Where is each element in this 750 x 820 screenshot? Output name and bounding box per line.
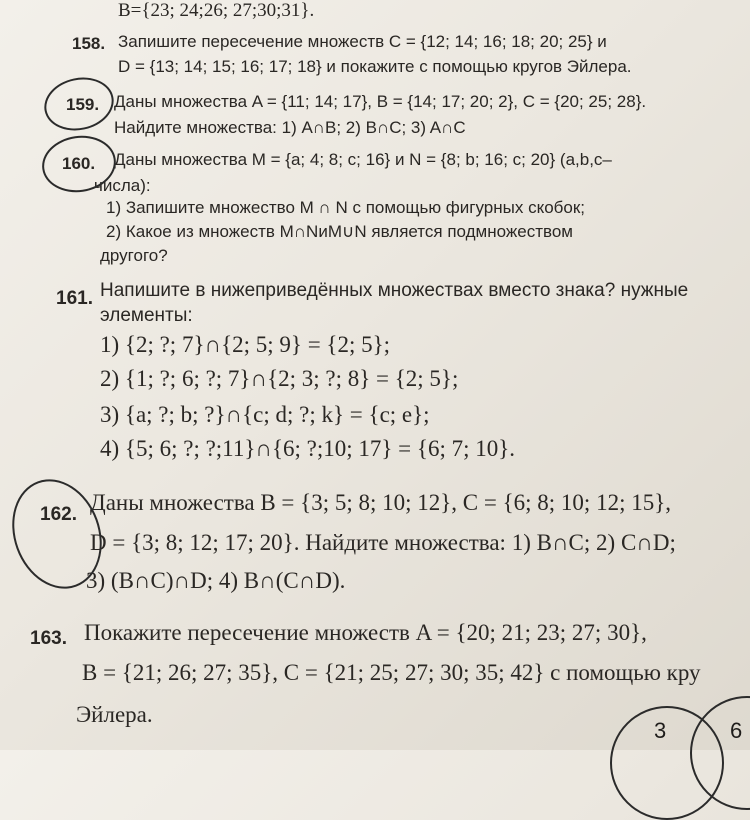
euler-number-label: 6 <box>730 718 743 743</box>
problem-number: 162. <box>40 504 77 525</box>
problem-text: Покажите пересечение множеств A = {20; 21; 23; 27; 30}, <box>84 620 647 645</box>
problem-text: 2) Какое из множеств M∩NиM∪N является подмножеством <box>106 222 573 241</box>
exercise-line: 2) {1; ?; 6; ?; 7}∩{2; 3; ?; 8} = {2; 5}; <box>100 366 459 391</box>
problem-text: Даны множества B = {3; 5; 8; 10; 12}, C = {6; 8; 10; 12; 15}, <box>90 490 671 515</box>
problem-text: другого? <box>100 246 168 265</box>
problem-number: 163. <box>30 628 67 649</box>
problem-text: элементы: <box>100 305 193 326</box>
problem-text: D = {3; 8; 12; 17; 20}. Найдите множества: 1) B∩C; 2) C∩D; <box>90 530 676 555</box>
problem-text: Напишите в нижеприведённых множествах вместо знака? нужные <box>100 280 689 301</box>
pen-circle-mark <box>39 71 118 136</box>
exercise-line: 3) {a; ?; b; ?}∩{c; d; ?; k} = {c; e}; <box>100 402 430 427</box>
problem-number: 158. <box>72 34 106 53</box>
exercise-line: 1) {2; ?; 7}∩{2; 5; 9} = {2; 5}; <box>100 332 391 357</box>
problem-number: 159. <box>66 95 100 114</box>
problem-number: 161. <box>56 288 93 309</box>
problem-text: Даны множества A = {11; 14; 17}, B = {14; 17; 20; 2}, C = {20; 25; 28}. <box>114 92 647 111</box>
problem-text: Найдите множества: 1) A∩B; 2) B∩C; 3) A∩C <box>114 118 466 137</box>
problem-text: 1) Запишите множество M ∩ N с помощью фигурных скобок; <box>106 198 586 217</box>
problem-text: D = {13; 14; 15; 16; 17; 18} и покажите с помощью кругов Эйлера. <box>118 57 632 76</box>
problem-text: Эйлера. <box>76 702 153 727</box>
problem-text: 3) (B∩C)∩D; 4) B∩(C∩D). <box>86 568 346 593</box>
problem-text: числа): <box>94 176 151 195</box>
problem-text: Даны множества M = {a; 4; 8; c; 16} и N = {8; b; 16; c; 20} (a,b,c– <box>114 150 612 169</box>
problem-text: B = {21; 26; 27; 35}, C = {21; 25; 27; 30; 35; 42} с помощью кру <box>82 660 701 685</box>
problem-text: Запишите пересечение множеств C = {12; 14; 16; 18; 20; 25} и <box>118 32 607 51</box>
euler-number-label: 3 <box>654 718 667 743</box>
problem-number: 160. <box>62 154 96 173</box>
exercise-line: 4) {5; 6; ?; ?;11}∩{6; ?;10; 17} = {6; 7; 10}. <box>100 436 516 461</box>
text-line: В={23; 24;26; 27;30;31}. <box>118 0 315 21</box>
